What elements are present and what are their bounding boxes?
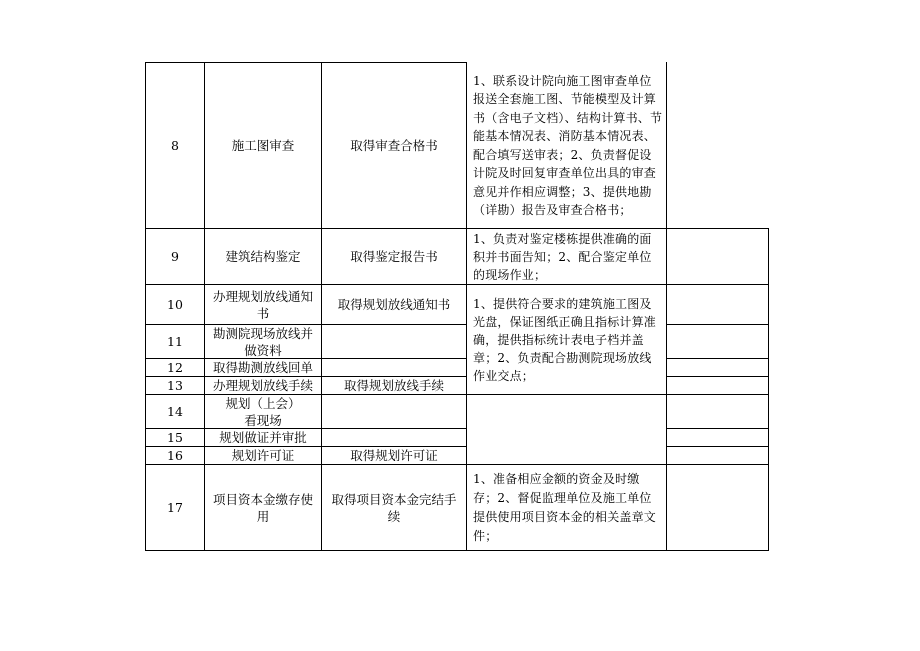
row-number: 16 bbox=[167, 448, 183, 463]
item-name: 施工图审查 bbox=[231, 138, 295, 153]
result-text: 取得规划放线手续 bbox=[343, 378, 444, 393]
result-text: 取得鉴定报告书 bbox=[350, 249, 438, 264]
item-name: 规划许可证 bbox=[231, 448, 295, 463]
row-border bbox=[666, 428, 769, 429]
responsibility-note: 1、负责对鉴定楼栋提供准确的面积并书面告知；2、配合鉴定单位的现场作业； bbox=[473, 231, 652, 282]
result-text: 取得审查合格书 bbox=[350, 138, 438, 153]
row-number: 11 bbox=[167, 334, 183, 349]
col-border bbox=[666, 62, 667, 551]
row-number: 8 bbox=[171, 138, 179, 153]
row-number: 13 bbox=[167, 378, 183, 393]
row-number: 15 bbox=[167, 430, 183, 445]
col-border bbox=[768, 228, 769, 551]
item-name: 取得勘测放线回单 bbox=[212, 360, 313, 375]
item-name: 建筑结构鉴定 bbox=[225, 249, 301, 264]
item-name: 勘测院现场放线并做资料 bbox=[212, 325, 313, 358]
row-border bbox=[466, 394, 666, 395]
row-number: 9 bbox=[171, 249, 179, 264]
row-number: 17 bbox=[167, 500, 183, 515]
row-border bbox=[145, 550, 769, 551]
row-border bbox=[666, 376, 769, 377]
result-text: 取得规划许可证 bbox=[350, 448, 438, 463]
responsibility-note: 1、联系设计院向施工图审查单位报送全套施工图、节能模型及计算书（含电子文档）、结构计算书、节能基本情况表、消防基本情况表、配合填写送审表；2、负责督促设计院及时回复审查单位出具的审查意见并作相应调整；3、提供地勘（详勘）报告及审查合格书； bbox=[473, 73, 663, 217]
item-name: 项目资本金缴存使用 bbox=[212, 491, 313, 524]
item-name: 办理规划放线手续 bbox=[212, 378, 313, 393]
row-border bbox=[666, 446, 769, 447]
item-name: 规划（上会）看现场 bbox=[225, 395, 301, 428]
responsibility-note: 1、提供符合要求的建筑施工图及光盘，保证图纸正确且指标计算准确，提供指标统计表电子档并盖章；2、负责配合勘测院现场放线作业交点； bbox=[473, 296, 657, 383]
item-name: 规划做证并审批 bbox=[219, 430, 307, 445]
row-border bbox=[666, 394, 769, 395]
row-border bbox=[666, 324, 769, 325]
row-number: 14 bbox=[167, 404, 183, 419]
result-text: 取得项目资本金完结手续 bbox=[331, 491, 457, 524]
row-number: 12 bbox=[167, 360, 183, 375]
row-border bbox=[666, 358, 769, 359]
item-name: 办理规划放线通知书 bbox=[212, 288, 313, 321]
row-number: 10 bbox=[167, 297, 183, 312]
result-text: 取得规划放线通知书 bbox=[337, 297, 451, 312]
responsibility-note: 1、准备相应金额的资金及时缴存；2、督促监理单位及施工单位提供使用项目资本金的相关盖章文件； bbox=[473, 471, 657, 543]
